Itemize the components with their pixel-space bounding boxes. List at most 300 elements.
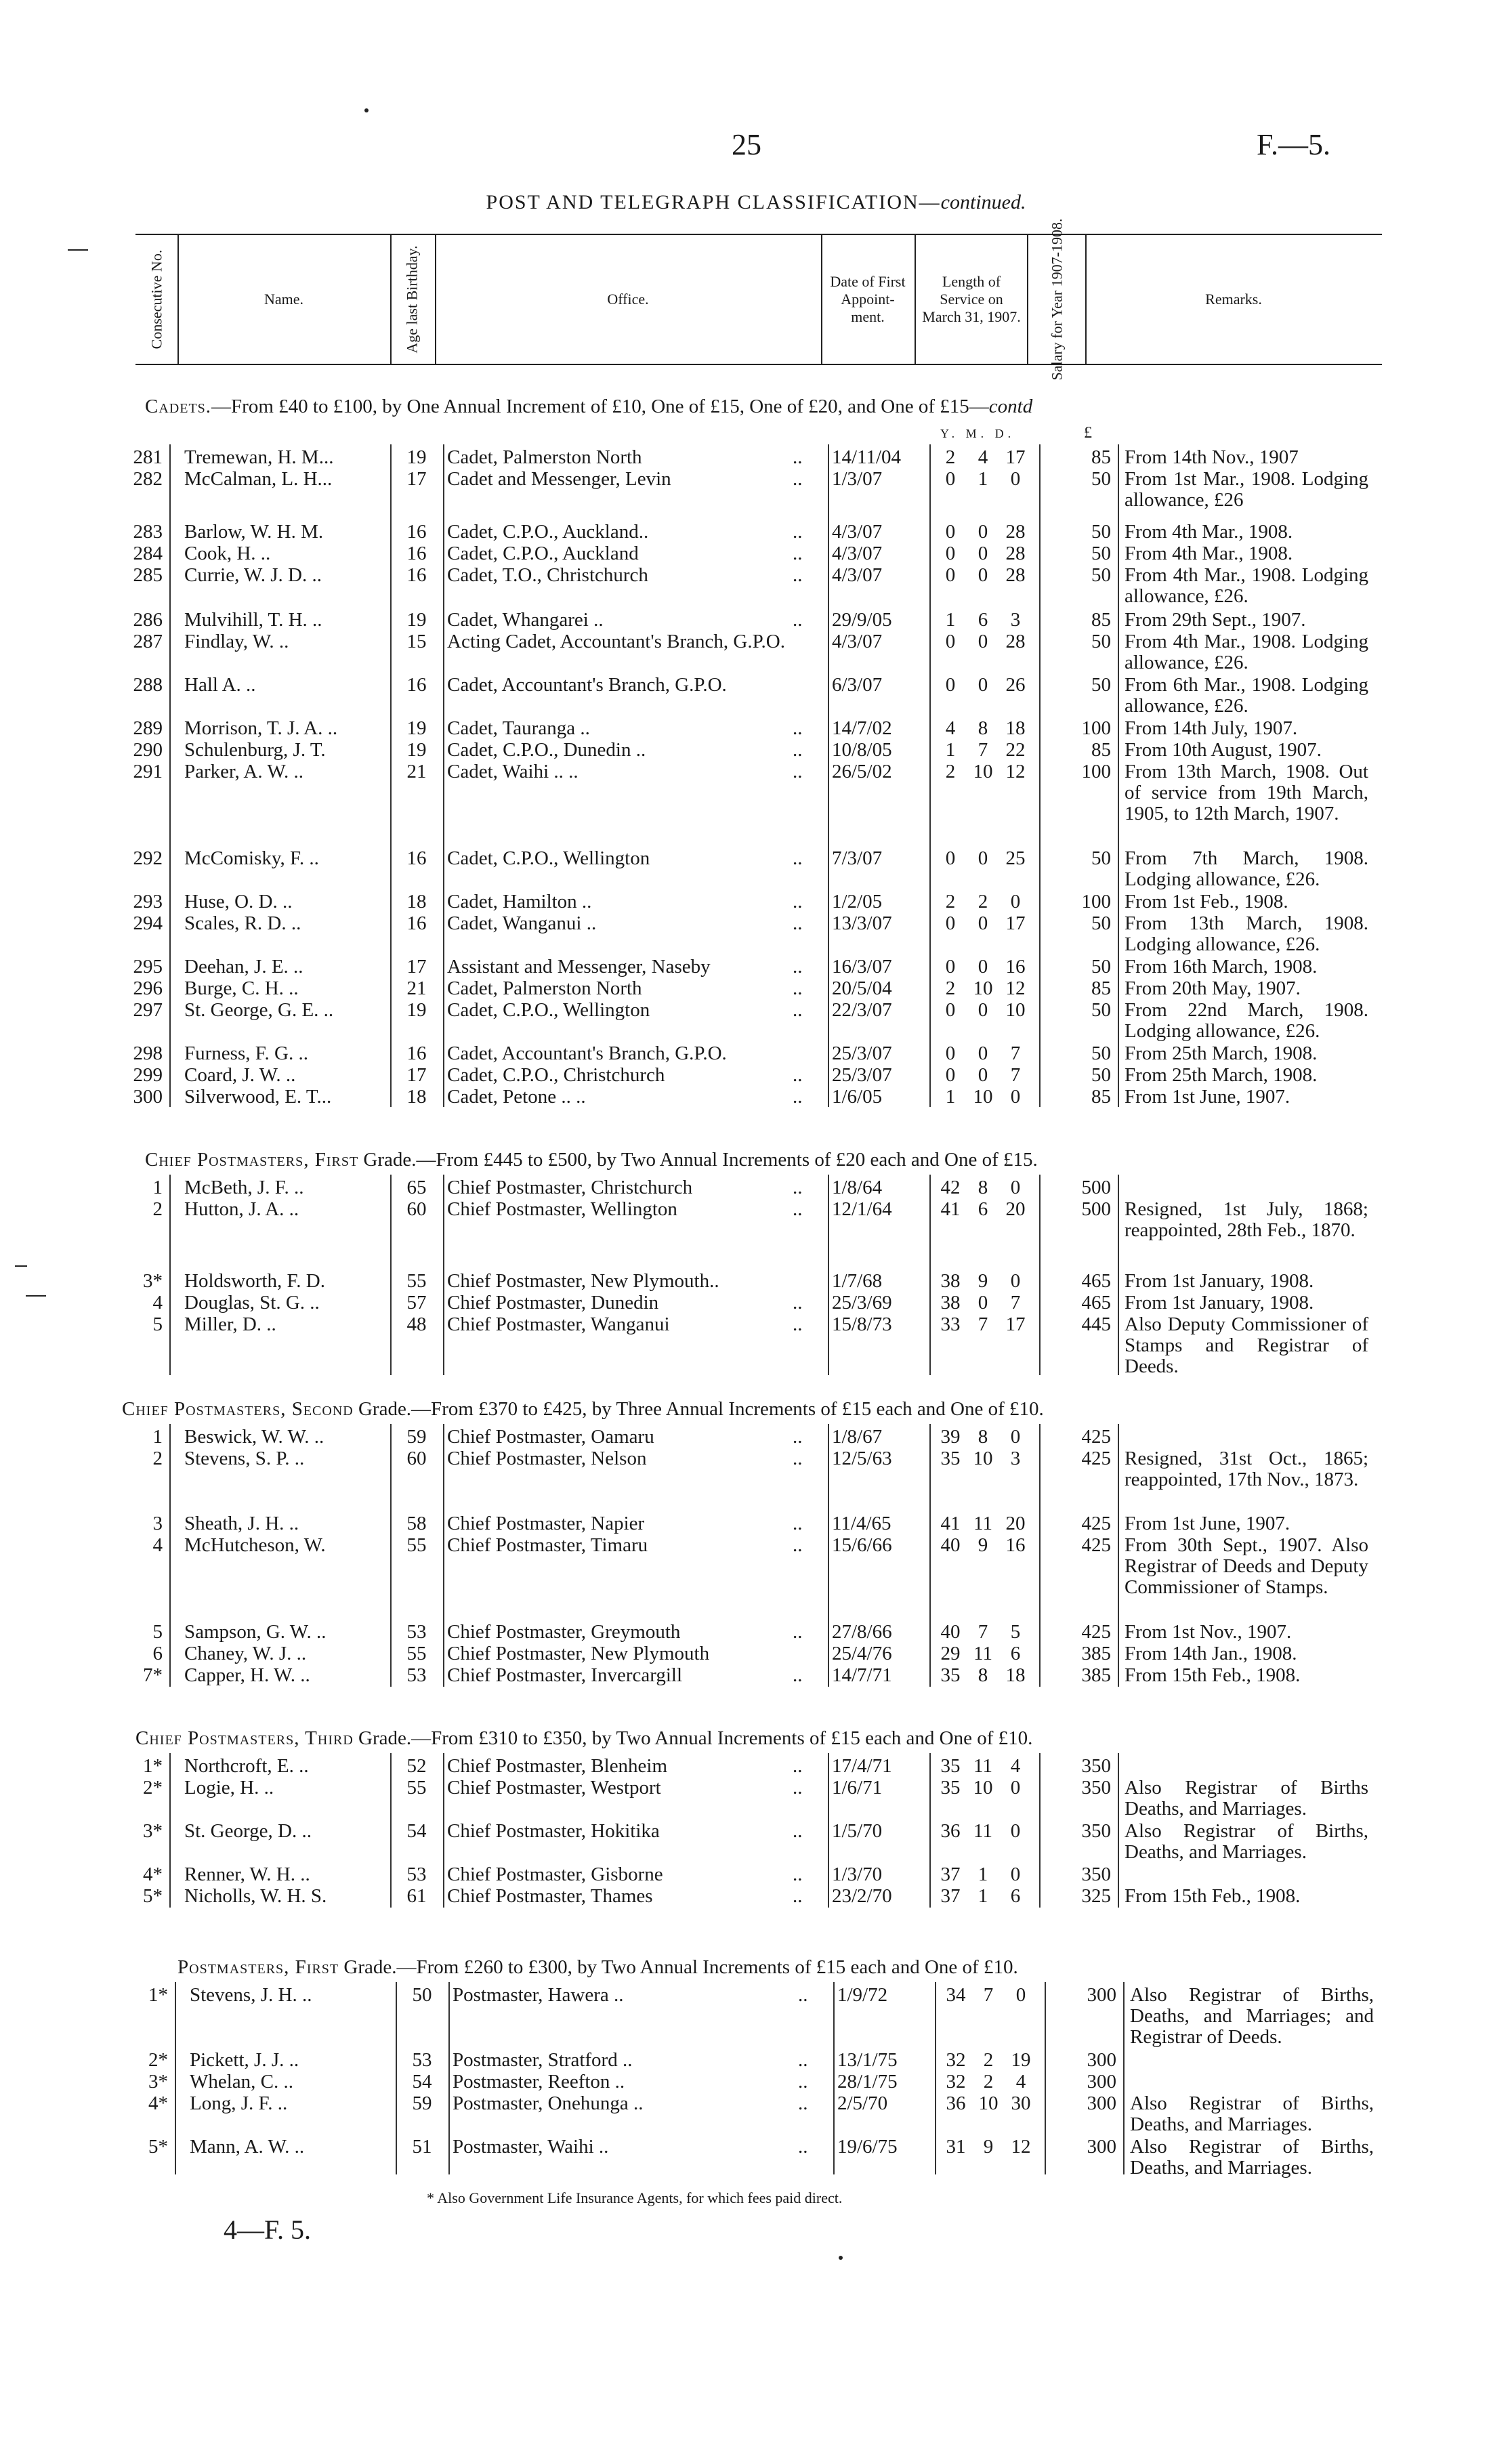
service-years: 0 [945,564,956,586]
appointment-date: 22/3/07 [832,999,892,1021]
consecutive-no: 297 [133,999,163,1021]
leader-dots: .. [793,739,803,761]
appointment-date: 1/3/70 [832,1864,883,1885]
salary: 100 [1081,891,1111,912]
leader-dots: .. [793,1448,803,1469]
service-years: 2 [945,761,956,782]
age: 60 [406,1198,427,1220]
leader-dots: .. [793,891,803,912]
service-years: 2 [945,891,956,912]
office: Chief Postmaster, Timaru [447,1534,648,1556]
age: 57 [406,1292,427,1313]
age: 61 [406,1885,427,1907]
salary: 50 [1091,999,1111,1021]
column-rule [169,1424,171,1687]
leader-dots: .. [793,1885,803,1907]
office: Chief Postmaster, Napier [447,1513,645,1534]
appointment-date: 26/5/02 [832,761,892,782]
salary: 465 [1081,1270,1111,1292]
service-days: 6 [1010,1885,1021,1907]
service-years: 35 [940,1777,961,1799]
service-days: 28 [1005,521,1026,543]
section-title [122,1398,1044,1421]
section-title-text: Grade.—From £445 to £500, by Two Annual Increments of £20 each and One of £15. [358,1149,1038,1171]
employee-name: Tremewan, H. M... [184,446,334,468]
leader-dots: .. [793,468,803,490]
appointment-date: 6/3/07 [832,674,883,696]
remarks: From 4th Mar., 1908. Lodging allowance, £26. [1125,631,1368,673]
column-rule [1118,1424,1119,1687]
service-months: 1 [978,1885,988,1907]
employee-name: Currie, W. J. D. .. [184,564,322,586]
salary: 325 [1081,1885,1111,1907]
service-months: 0 [978,543,988,564]
age: 65 [406,1177,427,1198]
consecutive-no: 7* [143,1664,163,1686]
service-days: 0 [1015,1984,1026,2006]
employee-name: Sheath, J. H. .. [184,1513,299,1534]
column-rule [828,444,829,1107]
age: 21 [406,977,427,999]
remarks: From 14th Nov., 1907 [1125,446,1299,468]
section-title-heading: Chief Postmasters, Third [135,1727,354,1749]
age: 16 [406,912,427,934]
consecutive-no: 281 [133,446,163,468]
service-months: 4 [978,446,988,468]
consecutive-no: 5* [148,2136,168,2158]
salary: 300 [1087,2049,1116,2071]
service-days: 0 [1010,1820,1021,1842]
consecutive-no: 287 [133,631,163,652]
remarks: Also Registrar of Births, Deaths, and Marriages. [1130,2092,1374,2135]
unit-ymd-label: Y. M. D. [940,427,1015,440]
service-days: 4 [1015,2071,1026,2092]
remarks: From 16th March, 1908. [1125,956,1318,977]
column-rule [828,1753,829,1908]
age: 16 [406,543,427,564]
service-days: 18 [1005,1664,1026,1686]
employee-name: Findlay, W. .. [184,631,289,652]
salary: 385 [1081,1664,1111,1686]
employee-name: Furness, F. G. .. [184,1043,308,1064]
service-days: 20 [1005,1513,1026,1534]
service-years: 0 [945,1064,956,1086]
appointment-date: 10/8/05 [832,739,892,761]
column-rule [169,1175,171,1375]
age: 19 [406,739,427,761]
service-months: 0 [978,912,988,934]
employee-name: McComisky, F. .. [184,847,319,869]
service-years: 31 [946,2136,966,2158]
column-rule [169,1753,171,1908]
consecutive-no: 299 [133,1064,163,1086]
leader-dots: .. [793,521,803,543]
employee-name: Mulvihill, T. H. .. [184,609,322,631]
consecutive-no: 1* [148,1984,168,2006]
consecutive-no: 4* [148,2092,168,2114]
service-days: 26 [1005,674,1026,696]
bottom-page-reference: 4—F. 5. [224,2214,312,2245]
leader-dots: .. [798,2071,808,2092]
column-rule [1045,1982,1046,2174]
margin-mark [68,249,88,251]
remarks: From 15th Feb., 1908. [1125,1885,1301,1907]
service-days: 6 [1010,1643,1021,1664]
service-months: 0 [978,1292,988,1313]
appointment-date: 1/2/05 [832,891,883,912]
employee-name: Stevens, J. H. .. [190,1984,312,2006]
remarks: From 1st January, 1908. [1125,1270,1314,1292]
salary: 300 [1087,1984,1116,2006]
office: Chief Postmaster, Wanganui [447,1313,670,1335]
service-years: 1 [945,739,956,761]
appointment-date: 1/8/67 [832,1426,883,1448]
remarks: From 1st January, 1908. [1125,1292,1314,1313]
column-rule [390,1753,392,1908]
remarks: Also Registrar of Births, Deaths, and Marriages. [1125,1820,1368,1863]
remarks: From 14th Jan., 1908. [1125,1643,1297,1664]
appointment-date: 20/5/04 [832,977,892,999]
office: Cadet, C.P.O., Wellington [447,999,650,1021]
consecutive-no: 298 [133,1043,163,1064]
office: Postmaster, Onehunga .. [453,2092,644,2114]
service-months: 9 [978,1534,988,1556]
remarks: From 1st June, 1907. [1125,1513,1290,1534]
leader-dots: .. [793,1292,803,1313]
title-suffix: continued. [940,191,1026,213]
service-months: 6 [978,1198,988,1220]
column-rule [929,1175,931,1375]
consecutive-no: 283 [133,521,163,543]
salary: 385 [1081,1643,1111,1664]
salary: 100 [1081,717,1111,739]
appointment-date: 4/3/07 [832,631,883,652]
service-years: 0 [945,543,956,564]
age: 55 [406,1777,427,1799]
age: 15 [406,631,427,652]
remarks: Also Registrar of Births, Deaths, and Marriages; and Registrar of Deeds. [1130,1984,1374,2048]
employee-name: Hutton, J. A. .. [184,1198,299,1220]
service-months: 1 [978,1864,988,1885]
consecutive-no: 285 [133,564,163,586]
appointment-date: 14/7/02 [832,717,892,739]
remarks: From 29th Sept., 1907. [1125,609,1306,631]
service-months: 0 [978,999,988,1021]
section-title-text: Grade.—From £310 to £350, by Two Annual Increments of £15 each and One of £10. [353,1727,1033,1749]
employee-name: Whelan, C. .. [190,2071,294,2092]
office: Postmaster, Reefton .. [453,2071,625,2092]
column-rule [833,1982,835,2174]
margin-mark [26,1295,46,1297]
column-rule [1039,1753,1041,1908]
consecutive-no: 295 [133,956,163,977]
service-months: 0 [978,956,988,977]
appointment-date: 1/5/70 [832,1820,883,1842]
employee-name: Northcroft, E. .. [184,1755,309,1777]
salary: 85 [1091,609,1111,631]
document-reference: F.—5. [1257,128,1330,161]
consecutive-no: 6 [152,1643,163,1664]
remarks: From 4th Mar., 1908. Lodging allowance, £26. [1125,564,1368,607]
service-months: 11 [973,1643,992,1664]
age: 51 [412,2136,432,2158]
consecutive-no: 296 [133,977,163,999]
salary: 425 [1081,1513,1111,1534]
column-rule [396,1982,397,2174]
service-months: 7 [978,1313,988,1335]
appointment-date: 25/3/07 [832,1064,892,1086]
office: Cadet, C.P.O., Christchurch [447,1064,665,1086]
employee-name: McBeth, J. F. .. [184,1177,304,1198]
page-number: 25 [732,128,761,161]
salary: 445 [1081,1313,1111,1335]
employee-name: Nicholls, W. H. S. [184,1885,327,1907]
office: Cadet, Tauranga .. [447,717,590,739]
section-title-text: Grade.—From £370 to £425, by Three Annual Increments of £15 each and One of £10. [353,1398,1044,1420]
service-days: 20 [1005,1198,1026,1220]
service-days: 10 [1005,999,1026,1021]
leader-dots: .. [793,1513,803,1534]
age: 16 [406,674,427,696]
appointment-date: 27/8/66 [832,1621,892,1643]
service-months: 7 [978,1621,988,1643]
service-months: 2 [978,891,988,912]
appointment-date: 12/1/64 [832,1198,892,1220]
remarks: Also Registrar of Births Deaths, and Marriages. [1125,1777,1368,1820]
salary: 50 [1091,631,1111,652]
appointment-date: 25/4/76 [832,1643,892,1664]
office: Chief Postmaster, Thames [447,1885,653,1907]
employee-name: Barlow, W. H. M. [184,521,324,543]
employee-name: Renner, W. H. .. [184,1864,310,1885]
column-rule [1118,444,1119,1107]
consecutive-no: 284 [133,543,163,564]
section-title-text: Grade.—From £260 to £300, by Two Annual Increments of £15 each and One of £10. [339,1956,1018,1978]
service-months: 0 [978,847,988,869]
service-years: 0 [945,1043,956,1064]
service-months: 11 [973,1820,992,1842]
consecutive-no: 3 [152,1513,163,1534]
office: Cadet and Messenger, Levin [447,468,671,490]
age: 16 [406,847,427,869]
service-days: 18 [1005,717,1026,739]
consecutive-no: 1* [143,1755,163,1777]
salary: 50 [1091,674,1111,696]
service-months: 7 [978,739,988,761]
age: 16 [406,521,427,543]
print-speck [839,2256,843,2260]
section-title-heading: Postmasters, First [177,1956,339,1978]
consecutive-no: 294 [133,912,163,934]
office: Assistant and Messenger, Naseby [447,956,711,977]
service-years: 0 [945,956,956,977]
employee-name: Hall A. .. [184,674,256,696]
service-days: 7 [1010,1064,1021,1086]
service-months: 8 [978,1177,988,1198]
salary: 300 [1087,2136,1116,2158]
remarks: From 4th Mar., 1908. [1125,521,1293,543]
employee-name: McHutcheson, W. [184,1534,326,1556]
service-days: 7 [1010,1292,1021,1313]
service-months: 2 [983,2071,994,2092]
service-years: 0 [945,521,956,543]
salary: 100 [1081,761,1111,782]
service-days: 3 [1010,609,1021,631]
section-title-heading: Chief Postmasters, First [145,1149,359,1171]
section-title [135,1727,1032,1750]
column-rule [169,444,171,1107]
leader-dots: .. [793,1064,803,1086]
consecutive-no: 293 [133,891,163,912]
consecutive-no: 291 [133,761,163,782]
salary: 425 [1081,1448,1111,1469]
leader-dots: .. [793,999,803,1021]
service-years: 37 [940,1864,961,1885]
leader-dots: .. [793,1864,803,1885]
salary: 85 [1091,446,1111,468]
page-title [0,191,1512,214]
column-rule [935,1982,936,2174]
appointment-date: 4/3/07 [832,564,883,586]
header-office: Office. [435,235,822,364]
salary: 50 [1091,521,1111,543]
consecutive-no: 282 [133,468,163,490]
appointment-date: 15/8/73 [832,1313,892,1335]
employee-name: Silverwood, E. T... [184,1086,332,1108]
service-months: 0 [978,1043,988,1064]
leader-dots: .. [793,1664,803,1686]
column-rule [443,1175,444,1375]
employee-name: Parker, A. W. .. [184,761,304,782]
office: Cadet, C.P.O., Auckland [447,543,639,564]
service-years: 35 [940,1755,961,1777]
salary: 50 [1091,564,1111,586]
service-days: 28 [1005,543,1026,564]
header-consecutive-no: Consecutive No. [135,235,179,364]
appointment-date: 28/1/75 [837,2071,898,2092]
age: 17 [406,1064,427,1086]
appointment-date: 1/6/05 [832,1086,883,1108]
column-rule [390,1175,392,1375]
salary: 85 [1091,739,1111,761]
office: Cadet, Accountant's Branch, G.P.O. [447,1043,727,1064]
age: 18 [406,891,427,912]
employee-name: Capper, H. W. .. [184,1664,310,1686]
employee-name: Deehan, J. E. .. [184,956,303,977]
service-years: 29 [940,1643,961,1664]
remarks: Also Deputy Commissioner of Stamps and Registrar of Deeds. [1125,1313,1368,1377]
service-days: 30 [1011,2092,1031,2114]
appointment-date: 16/3/07 [832,956,892,977]
employee-name: Coard, J. W. .. [184,1064,296,1086]
salary: 85 [1091,977,1111,999]
remarks: From 13th March, 1908. Out of service from 19th March, 1905, to 12th March, 1907. [1125,761,1368,824]
leader-dots: .. [793,956,803,977]
remarks: From 1st Feb., 1908. [1125,891,1288,912]
remarks: From 22nd March, 1908. Lodging allowance, £26. [1125,999,1368,1042]
age: 55 [406,1534,427,1556]
service-days: 16 [1005,1534,1026,1556]
office: Chief Postmaster, Dunedin [447,1292,659,1313]
column-rule [828,1424,829,1687]
office: Cadet, Hamilton .. [447,891,592,912]
consecutive-no: 2 [152,1448,163,1469]
appointment-date: 11/4/65 [832,1513,891,1534]
age: 50 [412,1984,432,2006]
service-months: 10 [973,1448,993,1469]
age: 53 [406,1621,427,1643]
service-days: 28 [1005,631,1026,652]
service-months: 10 [973,761,993,782]
service-months: 10 [973,1777,993,1799]
service-days: 3 [1010,1448,1021,1469]
service-years: 38 [940,1292,961,1313]
header-salary: Salary for Year 1907-1908. [1028,235,1087,364]
age: 59 [412,2092,432,2114]
salary: 50 [1091,1043,1111,1064]
appointment-date: 13/3/07 [832,912,892,934]
service-months: 0 [978,564,988,586]
service-days: 4 [1010,1755,1021,1777]
office: Postmaster, Waihi .. [453,2136,609,2158]
appointment-date: 12/5/63 [832,1448,892,1469]
remarks: From 1st Nov., 1907. [1125,1621,1292,1643]
employee-name: Logie, H. .. [184,1777,274,1799]
service-months: 10 [978,2092,999,2114]
consecutive-no: 5* [143,1885,163,1907]
leader-dots: .. [793,1820,803,1842]
consecutive-no: 2* [143,1777,163,1799]
service-days: 17 [1005,446,1026,468]
section-title [145,396,1032,418]
service-years: 35 [940,1448,961,1469]
salary: 50 [1091,543,1111,564]
service-years: 40 [940,1534,961,1556]
age: 60 [406,1448,427,1469]
consecutive-no: 292 [133,847,163,869]
leader-dots: .. [793,1534,803,1556]
consecutive-no: 286 [133,609,163,631]
leader-dots: .. [793,543,803,564]
print-speck [364,108,369,112]
service-years: 41 [940,1513,961,1534]
appointment-date: 1/3/07 [832,468,883,490]
service-days: 22 [1005,739,1026,761]
appointment-date: 2/5/70 [837,2092,888,2114]
consecutive-no: 300 [133,1086,163,1108]
leader-dots: .. [793,1426,803,1448]
remarks: From 15th Feb., 1908. [1125,1664,1301,1686]
leader-dots: .. [793,1198,803,1220]
service-years: 4 [945,717,956,739]
service-days: 0 [1010,1864,1021,1885]
age: 19 [406,717,427,739]
office: Chief Postmaster, Nelson [447,1448,647,1469]
employee-name: Pickett, J. J. .. [190,2049,299,2071]
appointment-date: 4/3/07 [832,521,883,543]
age: 16 [406,564,427,586]
salary: 50 [1091,847,1111,869]
leader-dots: .. [798,2136,808,2158]
title-main: POST AND TELEGRAPH CLASSIFICATION— [486,191,941,213]
leader-dots: .. [793,912,803,934]
service-days: 0 [1010,891,1021,912]
employee-name: Schulenburg, J. T. [184,739,326,761]
salary: 350 [1081,1820,1111,1842]
office: Cadet, C.P.O., Dunedin .. [447,739,646,761]
service-months: 7 [983,1984,994,2006]
employee-name: St. George, D. .. [184,1820,312,1842]
